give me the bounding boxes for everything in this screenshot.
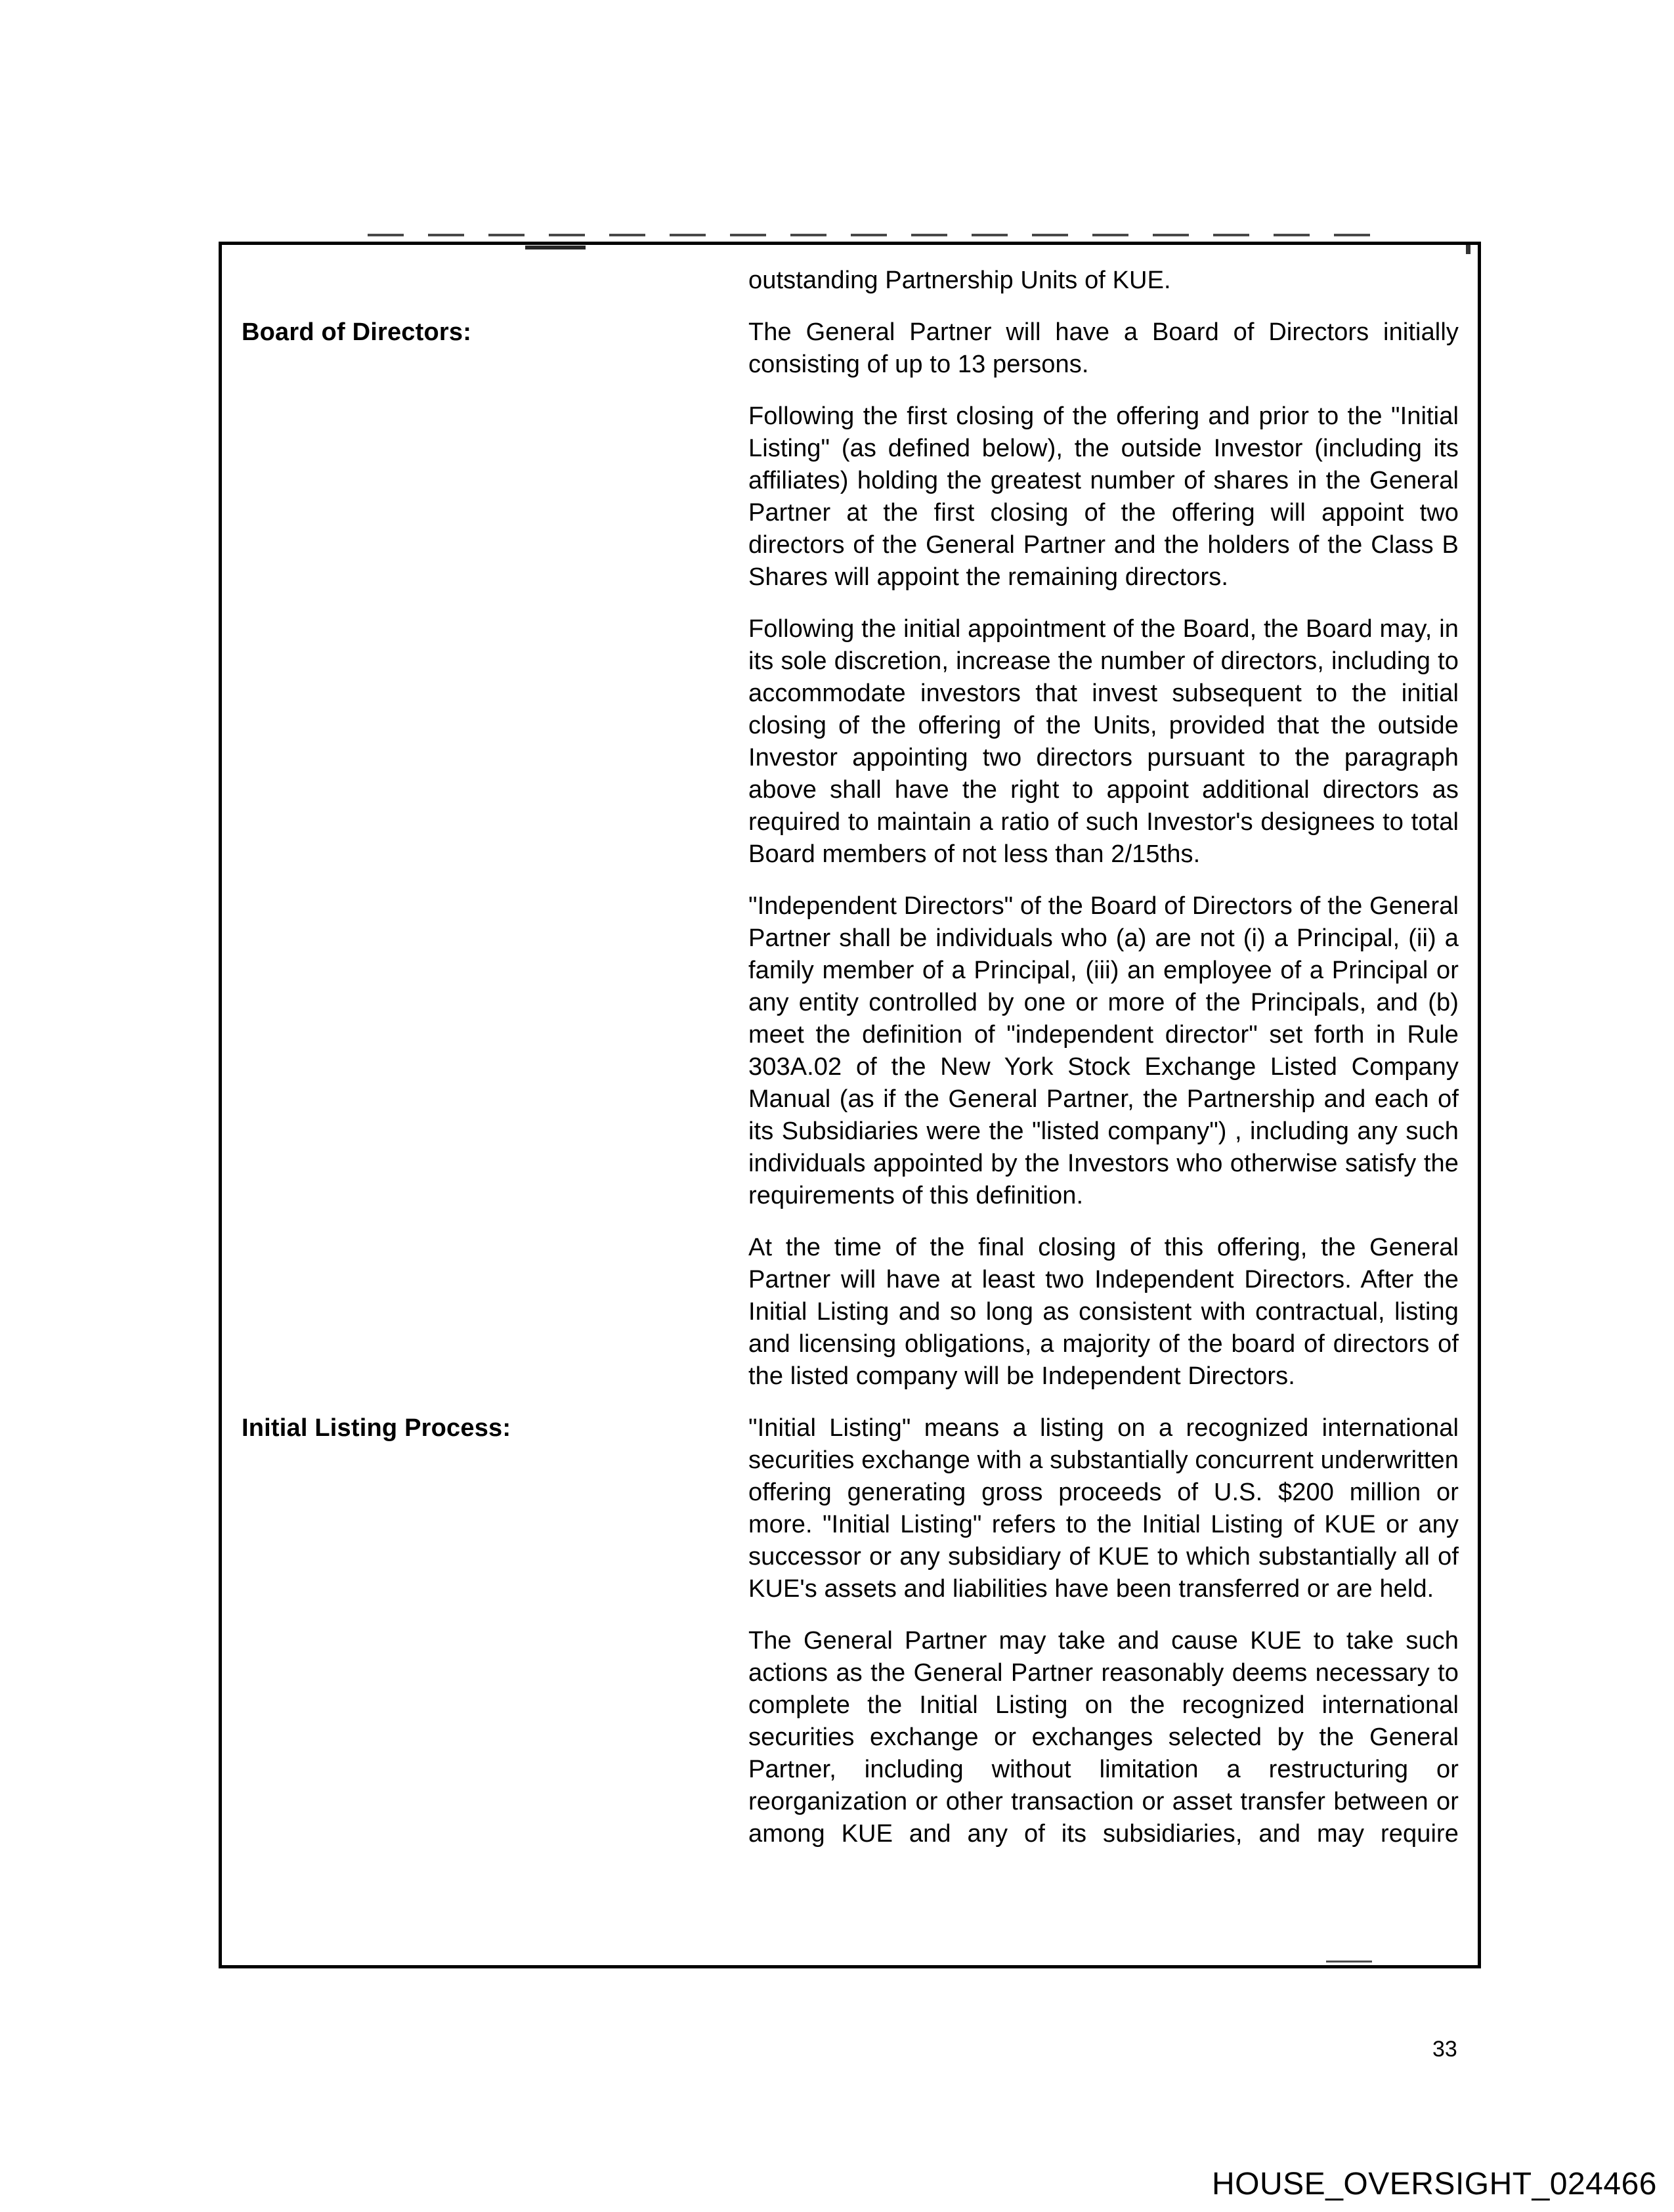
bates-stamp: HOUSE_OVERSIGHT_024466 bbox=[1212, 2167, 1657, 2201]
page-number: 33 bbox=[1432, 2037, 1457, 2062]
term-label-initial-listing-process: Initial Listing Process: bbox=[242, 1414, 511, 1442]
section-continuation bbox=[242, 265, 1461, 316]
paragraph: "Independent Directors" of the Board of Directors of the General Partner shall be individuals who (a) are not (i) a Principal, (ii) a family member of a Principal, (iii) an employee of a Principal or any entity controlled by one or more of the Principals, and (b) meet the definition of "independent director" set forth in Rule 303A.02 of the New York Stock Exchange Listed Company Manual (as if the General Partner, the Partnership and each of its Subsidiaries were the "listed company") , including any such individuals appointed by the Investors who otherwise satisfy the requirements of this definition. bbox=[748, 892, 1459, 1209]
paragraph: "Initial Listing" means a listing on a recognized international securities exchange with a substantially concurrent underwritten offering generating gross proceeds of U.S. $200 million or more. "Initial Listing" refers to the Initial Listing of KUE or any successor or any subsidiary of KUE to which substantially all of KUE's assets and liabilities have been transferred or are held. bbox=[748, 1414, 1459, 1603]
section-board-of-directors bbox=[242, 316, 1461, 1412]
initial-listing-process-paragraphs bbox=[748, 1412, 1459, 1870]
section-initial-listing-process bbox=[242, 1412, 1461, 1870]
paragraph: The General Partner may take and cause KUE to take such actions as the General Partner reasonably deems necessary to complete the Initial Listing on the recognized international securities exchange or exchanges selected by the General Partner, including without limitation a restructuring or reorganization or other transaction or asset transfer between or among KUE and any of its subsidiaries, and may require bbox=[748, 1627, 1459, 1848]
paragraph: Following the first closing of the offering and prior to the "Initial Listing" (as defined below), the outside Investor (including its affiliates) holding the greatest number of shares in the General Partner at the first closing of the offering will appoint two directors of the General Partner and the holders of the Class B Shares will appoint the remaining directors. bbox=[748, 402, 1459, 591]
paragraph: The General Partner will have a Board of Directors initially consisting of up to 13 persons. bbox=[748, 318, 1459, 378]
scan-artifact-top-dashes bbox=[368, 234, 1382, 236]
term-sheet-frame bbox=[219, 242, 1481, 1968]
paragraph: outstanding Partnership Units of KUE. bbox=[748, 267, 1171, 294]
term-label-board-of-directors: Board of Directors: bbox=[242, 318, 472, 346]
paragraph: Following the initial appointment of the Board, the Board may, in its sole discretion, increase the number of directors, including to accommodate investors that invest subsequent to the initial closing of the offering of the Units, provided that the outside Investor appointing two directors pursuant to the paragraph above shall have the right to appoint additional directors as required to maintain a ratio of such Investor's designees to total Board members of not less than 2/15ths. bbox=[748, 615, 1459, 868]
board-of-directors-paragraphs bbox=[748, 316, 1459, 1412]
paragraph: At the time of the final closing of this offering, the General Partner will have at least two Independent Directors. After the Initial Listing and so long as consistent with contractual, listing and licensing obligations, a majority of the board of directors of the listed company will be Independent Directors. bbox=[748, 1234, 1459, 1390]
continuation-paragraphs bbox=[748, 265, 1459, 316]
